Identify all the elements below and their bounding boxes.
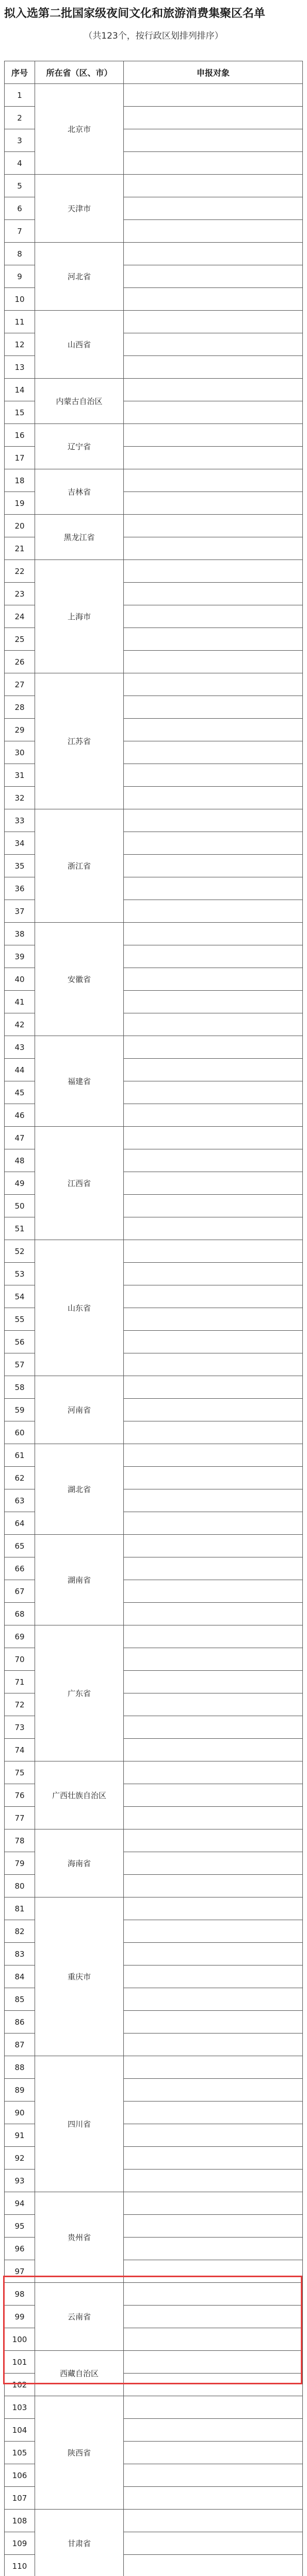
row-seq: 106 [5, 2464, 35, 2487]
row-name [124, 809, 303, 832]
header-name: 申报对象 [124, 61, 303, 84]
row-seq: 95 [5, 2215, 35, 2238]
row-seq: 110 [5, 2555, 35, 2576]
row-name [124, 2487, 303, 2510]
row-seq: 12 [5, 333, 35, 356]
table-header-row [5, 61, 303, 84]
row-region: 贵州省 [35, 2192, 124, 2283]
row-name [124, 1217, 303, 1240]
row-name [124, 968, 303, 991]
row-region: 湖北省 [35, 1444, 124, 1535]
row-name [124, 333, 303, 356]
row-seq: 87 [5, 2033, 35, 2056]
row-seq: 104 [5, 2419, 35, 2442]
row-name [124, 1716, 303, 1739]
row-name [124, 1240, 303, 1263]
row-name [124, 2056, 303, 2079]
document-subtitle: （共123个，按行政区划排列排序） [84, 31, 223, 41]
row-seq: 16 [5, 424, 35, 447]
row-name [124, 1943, 303, 1965]
row-name [124, 84, 303, 107]
table-row [5, 2396, 303, 2419]
row-seq: 78 [5, 1829, 35, 1852]
row-name [124, 2328, 303, 2351]
table-row [5, 1829, 303, 1852]
row-seq: 84 [5, 1965, 35, 1988]
row-name [124, 2555, 303, 2576]
row-seq: 55 [5, 1308, 35, 1331]
row-name [124, 787, 303, 809]
row-seq: 76 [5, 1784, 35, 1807]
row-name [124, 1693, 303, 1716]
row-name [124, 243, 303, 265]
row-name [124, 311, 303, 333]
row-name [124, 855, 303, 877]
row-name [124, 1376, 303, 1399]
table-row [5, 2510, 303, 2532]
row-seq: 51 [5, 1217, 35, 1240]
row-seq: 81 [5, 1897, 35, 1920]
row-name [124, 560, 303, 583]
row-name [124, 1444, 303, 1467]
row-region: 广东省 [35, 1625, 124, 1761]
row-name [124, 492, 303, 515]
row-name [124, 1081, 303, 1104]
row-seq: 68 [5, 1603, 35, 1625]
row-name [124, 1353, 303, 1376]
row-seq: 91 [5, 2124, 35, 2147]
row-region: 陕西省 [35, 2396, 124, 2510]
row-seq: 105 [5, 2442, 35, 2464]
row-name [124, 2510, 303, 2532]
row-name [124, 1263, 303, 1285]
table-row [5, 1127, 303, 1149]
row-region: 吉林省 [35, 469, 124, 515]
row-name [124, 265, 303, 288]
row-name [124, 1557, 303, 1580]
row-seq: 38 [5, 923, 35, 945]
table-row [5, 673, 303, 696]
table-row [5, 1036, 303, 1059]
row-seq: 63 [5, 1489, 35, 1512]
row-seq: 103 [5, 2396, 35, 2419]
row-name [124, 469, 303, 492]
row-name [124, 673, 303, 696]
row-name [124, 1512, 303, 1535]
row-seq: 27 [5, 673, 35, 696]
row-seq: 20 [5, 515, 35, 537]
row-seq: 101 [5, 2351, 35, 2374]
row-region: 云南省 [35, 2283, 124, 2351]
row-name [124, 288, 303, 311]
row-seq: 67 [5, 1580, 35, 1603]
row-seq: 46 [5, 1104, 35, 1127]
row-seq: 43 [5, 1036, 35, 1059]
row-name [124, 2102, 303, 2124]
row-name [124, 2033, 303, 2056]
row-seq: 85 [5, 1988, 35, 2011]
row-name [124, 356, 303, 379]
row-seq: 39 [5, 945, 35, 968]
row-seq: 19 [5, 492, 35, 515]
row-name [124, 1195, 303, 1217]
row-seq: 89 [5, 2079, 35, 2102]
row-seq: 45 [5, 1081, 35, 1104]
row-region: 辽宁省 [35, 424, 124, 469]
row-seq: 99 [5, 2306, 35, 2328]
row-seq: 75 [5, 1761, 35, 1784]
row-region: 广西壮族自治区 [35, 1761, 124, 1829]
row-seq: 40 [5, 968, 35, 991]
row-region: 浙江省 [35, 809, 124, 923]
row-seq: 90 [5, 2102, 35, 2124]
row-seq: 97 [5, 2260, 35, 2283]
row-name [124, 1535, 303, 1557]
row-name [124, 1875, 303, 1897]
row-name [124, 2419, 303, 2442]
row-seq: 96 [5, 2238, 35, 2260]
row-region: 四川省 [35, 2056, 124, 2192]
table-row [5, 1625, 303, 1648]
row-name [124, 1421, 303, 1444]
row-name [124, 900, 303, 923]
row-name [124, 1036, 303, 1059]
row-name [124, 2532, 303, 2555]
row-seq: 98 [5, 2283, 35, 2306]
row-region: 山西省 [35, 311, 124, 379]
row-seq: 77 [5, 1807, 35, 1829]
row-name [124, 2442, 303, 2464]
row-name [124, 764, 303, 787]
row-seq: 54 [5, 1285, 35, 1308]
row-name [124, 537, 303, 560]
row-name [124, 1285, 303, 1308]
table-row [5, 1535, 303, 1557]
row-region: 天津市 [35, 175, 124, 243]
row-name [124, 1013, 303, 1036]
row-seq: 64 [5, 1512, 35, 1535]
row-seq: 60 [5, 1421, 35, 1444]
row-seq: 107 [5, 2487, 35, 2510]
table-row [5, 424, 303, 447]
row-seq: 3 [5, 129, 35, 152]
row-name [124, 1920, 303, 1943]
row-seq: 80 [5, 1875, 35, 1897]
row-seq: 5 [5, 175, 35, 197]
row-name [124, 379, 303, 401]
row-seq: 30 [5, 741, 35, 764]
row-seq: 18 [5, 469, 35, 492]
row-seq: 6 [5, 197, 35, 220]
row-region: 福建省 [35, 1036, 124, 1127]
row-seq: 21 [5, 537, 35, 560]
table-body [5, 84, 303, 2576]
row-region: 江西省 [35, 1127, 124, 1240]
row-name [124, 1467, 303, 1489]
row-name [124, 1807, 303, 1829]
row-name [124, 1761, 303, 1784]
row-seq: 33 [5, 809, 35, 832]
row-name [124, 1625, 303, 1648]
row-name [124, 2396, 303, 2419]
table-row [5, 379, 303, 401]
row-region: 河北省 [35, 243, 124, 311]
row-name [124, 1648, 303, 1671]
row-seq: 100 [5, 2328, 35, 2351]
table-row [5, 243, 303, 265]
row-name [124, 1671, 303, 1693]
row-seq: 44 [5, 1059, 35, 1081]
row-name [124, 1784, 303, 1807]
row-name [124, 719, 303, 741]
row-region: 湖南省 [35, 1535, 124, 1625]
table-row [5, 2192, 303, 2215]
row-seq: 74 [5, 1739, 35, 1761]
row-name [124, 741, 303, 764]
row-region: 重庆市 [35, 1897, 124, 2056]
row-name [124, 197, 303, 220]
row-seq: 53 [5, 1263, 35, 1285]
row-seq: 35 [5, 855, 35, 877]
row-name [124, 2374, 303, 2396]
row-name [124, 1829, 303, 1852]
row-seq: 11 [5, 311, 35, 333]
row-name [124, 2192, 303, 2215]
row-name [124, 2170, 303, 2192]
row-seq: 31 [5, 764, 35, 787]
row-seq: 92 [5, 2147, 35, 2170]
row-seq: 26 [5, 651, 35, 673]
row-name [124, 1059, 303, 1081]
row-region: 安徽省 [35, 923, 124, 1036]
row-seq: 15 [5, 401, 35, 424]
row-name [124, 991, 303, 1013]
row-seq: 70 [5, 1648, 35, 1671]
row-name [124, 605, 303, 628]
row-region: 河南省 [35, 1376, 124, 1444]
table-row [5, 515, 303, 537]
table-row [5, 175, 303, 197]
row-name [124, 2238, 303, 2260]
row-name [124, 696, 303, 719]
row-name [124, 2215, 303, 2238]
row-seq: 52 [5, 1240, 35, 1263]
row-seq: 59 [5, 1399, 35, 1421]
row-name [124, 1988, 303, 2011]
row-region: 黑龙江省 [35, 515, 124, 560]
row-name [124, 2464, 303, 2487]
table-row [5, 1240, 303, 1263]
row-seq: 28 [5, 696, 35, 719]
row-name [124, 1308, 303, 1331]
row-seq: 88 [5, 2056, 35, 2079]
row-region: 内蒙古自治区 [35, 379, 124, 424]
row-name [124, 175, 303, 197]
row-region: 上海市 [35, 560, 124, 673]
row-seq: 22 [5, 560, 35, 583]
table-row [5, 84, 303, 107]
row-name [124, 1739, 303, 1761]
row-seq: 65 [5, 1535, 35, 1557]
row-seq: 48 [5, 1149, 35, 1172]
row-seq: 1 [5, 84, 35, 107]
row-name [124, 1852, 303, 1875]
row-name [124, 1149, 303, 1172]
row-seq: 36 [5, 877, 35, 900]
row-seq: 83 [5, 1943, 35, 1965]
row-region: 山东省 [35, 1240, 124, 1376]
row-name [124, 129, 303, 152]
row-name [124, 1965, 303, 1988]
table-row [5, 809, 303, 832]
row-name [124, 2011, 303, 2033]
row-seq: 58 [5, 1376, 35, 1399]
row-seq: 108 [5, 2510, 35, 2532]
row-name [124, 152, 303, 175]
row-name [124, 1603, 303, 1625]
row-seq: 93 [5, 2170, 35, 2192]
row-name [124, 877, 303, 900]
row-seq: 29 [5, 719, 35, 741]
row-seq: 109 [5, 2532, 35, 2555]
row-region: 北京市 [35, 84, 124, 175]
row-seq: 82 [5, 1920, 35, 1943]
table-row [5, 311, 303, 333]
row-name [124, 1331, 303, 1353]
row-seq: 69 [5, 1625, 35, 1648]
row-region: 江苏省 [35, 673, 124, 809]
table-row [5, 2056, 303, 2079]
row-seq: 66 [5, 1557, 35, 1580]
row-seq: 71 [5, 1671, 35, 1693]
table-row [5, 2283, 303, 2306]
row-name [124, 2147, 303, 2170]
row-name [124, 1399, 303, 1421]
row-seq: 102 [5, 2374, 35, 2396]
row-seq: 57 [5, 1353, 35, 1376]
row-seq: 94 [5, 2192, 35, 2215]
list-table [4, 61, 303, 2576]
row-name [124, 1489, 303, 1512]
row-seq: 56 [5, 1331, 35, 1353]
row-seq: 72 [5, 1693, 35, 1716]
row-name [124, 583, 303, 605]
row-name [124, 2124, 303, 2147]
row-name [124, 2306, 303, 2328]
row-seq: 24 [5, 605, 35, 628]
row-name [124, 2351, 303, 2374]
row-seq: 10 [5, 288, 35, 311]
row-seq: 25 [5, 628, 35, 651]
row-name [124, 1104, 303, 1127]
table-row [5, 560, 303, 583]
header-region: 所在省（区、市） [35, 61, 124, 84]
row-seq: 49 [5, 1172, 35, 1195]
document-title: 拟入选第二批国家级夜间文化和旅游消费集聚区名单 [4, 7, 266, 20]
table-row [5, 1897, 303, 1920]
row-name [124, 447, 303, 469]
row-seq: 47 [5, 1127, 35, 1149]
row-seq: 61 [5, 1444, 35, 1467]
row-seq: 62 [5, 1467, 35, 1489]
row-seq: 50 [5, 1195, 35, 1217]
row-name [124, 515, 303, 537]
row-seq: 4 [5, 152, 35, 175]
row-name [124, 1897, 303, 1920]
row-name [124, 107, 303, 129]
row-region: 海南省 [35, 1829, 124, 1897]
table-row [5, 1376, 303, 1399]
row-seq: 7 [5, 220, 35, 243]
row-name [124, 2260, 303, 2283]
row-seq: 41 [5, 991, 35, 1013]
row-name [124, 832, 303, 855]
table-row [5, 469, 303, 492]
row-name [124, 1580, 303, 1603]
row-seq: 42 [5, 1013, 35, 1036]
header-seq: 序号 [5, 61, 35, 84]
row-name [124, 945, 303, 968]
row-seq: 9 [5, 265, 35, 288]
row-seq: 23 [5, 583, 35, 605]
row-name [124, 424, 303, 447]
row-name [124, 2283, 303, 2306]
row-seq: 2 [5, 107, 35, 129]
row-name [124, 1172, 303, 1195]
row-region: 西藏自治区 [35, 2351, 124, 2396]
table-row [5, 1761, 303, 1784]
table-row [5, 2351, 303, 2374]
row-name [124, 1127, 303, 1149]
row-seq: 17 [5, 447, 35, 469]
row-region: 甘肃省 [35, 2510, 124, 2576]
row-name [124, 220, 303, 243]
row-seq: 86 [5, 2011, 35, 2033]
row-name [124, 401, 303, 424]
row-seq: 32 [5, 787, 35, 809]
row-name [124, 651, 303, 673]
row-name [124, 2079, 303, 2102]
row-seq: 79 [5, 1852, 35, 1875]
row-name [124, 923, 303, 945]
row-seq: 37 [5, 900, 35, 923]
row-seq: 73 [5, 1716, 35, 1739]
row-seq: 13 [5, 356, 35, 379]
table-row [5, 923, 303, 945]
row-seq: 8 [5, 243, 35, 265]
row-name [124, 628, 303, 651]
row-seq: 34 [5, 832, 35, 855]
table-row [5, 1444, 303, 1467]
table-header [5, 61, 303, 84]
row-seq: 14 [5, 379, 35, 401]
